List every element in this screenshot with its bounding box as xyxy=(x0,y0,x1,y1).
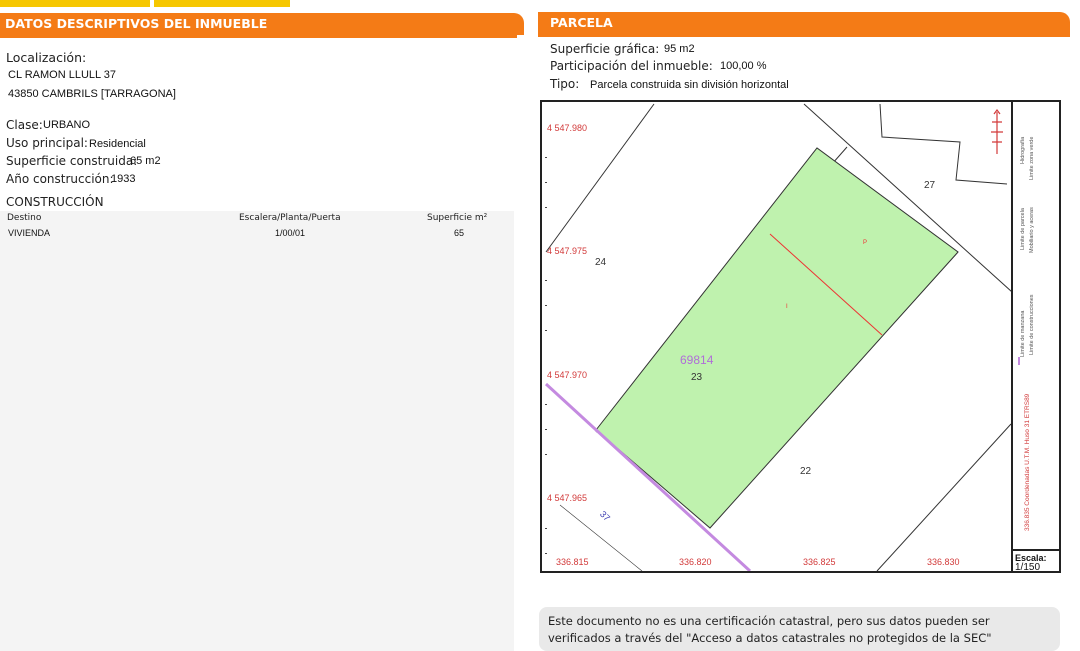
building-code-p: P xyxy=(863,240,868,246)
participacion-value: 100,00 % xyxy=(720,60,767,72)
disclaimer-note: Este documento no es una certificación catastral, pero sus datos pueden ser verificados a través del "Acceso a datos catastrales no protegidos de la SEC" xyxy=(539,607,1060,651)
legend-parcela: Limite de parcela xyxy=(1020,208,1026,250)
address-line2: 43850 CAMBRILS [TARRAGONA] xyxy=(8,88,176,100)
legend-construcciones: Limite de construcciones xyxy=(1029,294,1035,355)
section-rule xyxy=(0,35,517,38)
parcel-ref: 69814 xyxy=(680,353,714,367)
localizacion-label: Localización: xyxy=(6,50,87,65)
participacion-label: Participación del inmueble: xyxy=(550,59,713,73)
y-coord-2: 4 547.975 xyxy=(547,246,588,256)
section-header-descriptive: DATOS DESCRIPTIVOS DEL INMUEBLE xyxy=(0,13,524,35)
sup-grafica-value: 95 m2 xyxy=(664,43,695,55)
section-rule xyxy=(538,34,1070,37)
top-accent-bar xyxy=(0,0,290,7)
scale-label: Escala: xyxy=(1015,553,1047,563)
parcel-number-27: 27 xyxy=(924,180,936,191)
construction-table xyxy=(0,211,514,651)
legend-hidrografia: Hidrografía xyxy=(1020,136,1026,164)
address-line1: CL RAMON LLULL 37 xyxy=(8,69,117,81)
scale-divider xyxy=(1011,549,1061,551)
north-arrow-icon xyxy=(991,110,1003,154)
clase-value: URBANO xyxy=(43,119,91,131)
construccion-title: CONSTRUCCIÓN xyxy=(6,195,104,209)
coords-note: 336.835 Coordenadas U.T.M. Huso 31 ETRS89 xyxy=(1024,393,1031,531)
legend-zona-verde: Limite zona verde xyxy=(1029,136,1035,180)
legend-manzana: Limite de manzana xyxy=(1020,310,1026,357)
neighbour-line xyxy=(877,424,1011,571)
table-header-superficie: Superficie m² xyxy=(427,213,488,223)
neighbour-line xyxy=(880,104,1007,184)
map-drawing xyxy=(542,102,1011,571)
scale-value: 1/150 xyxy=(1015,562,1041,573)
x-coord-2: 336.820 xyxy=(679,557,712,567)
table-header-escalera: Escalera/Planta/Puerta xyxy=(239,213,341,223)
street-number: 37 xyxy=(597,508,613,524)
superficie-value: 65 m2 xyxy=(130,155,161,167)
table-header-destino: Destino xyxy=(7,213,42,223)
tipo-label: Tipo: xyxy=(550,77,580,91)
parcel-number-23: 23 xyxy=(691,372,703,383)
legend-swatch-manzana xyxy=(1018,357,1020,365)
uso-label: Uso principal: xyxy=(6,136,88,150)
uso-value: Residencial xyxy=(89,138,146,150)
parcel-number-22: 22 xyxy=(800,466,812,477)
table-cell-destino: VIVIENDA xyxy=(8,228,51,238)
y-coord-4: 4 547.965 xyxy=(547,493,588,503)
anio-label: Año construcción: xyxy=(6,172,114,186)
parcel-polygon xyxy=(596,148,958,528)
anio-value: 1933 xyxy=(111,173,136,185)
sup-grafica-label: Superficie gráfica: xyxy=(550,42,660,56)
superficie-label: Superficie construida: xyxy=(6,154,138,168)
y-coord-3: 4 547.970 xyxy=(547,370,588,380)
legend-divider xyxy=(1011,100,1013,573)
table-cell-superficie: 65 xyxy=(454,228,465,238)
legend-mobiliario: Mobiliario y aceras xyxy=(1029,207,1035,253)
x-coord-1: 336.815 xyxy=(556,557,589,567)
x-coord-4: 336.830 xyxy=(927,557,960,567)
table-cell-escalera: 1/00/01 xyxy=(275,228,306,238)
parcel-number-24: 24 xyxy=(595,257,607,268)
section-header-parcela: PARCELA xyxy=(538,12,1070,34)
clase-label: Clase: xyxy=(6,118,43,132)
x-coord-3: 336.825 xyxy=(803,557,836,567)
tipo-value: Parcela construida sin división horizontal xyxy=(590,79,789,91)
y-coord-1: 4 547.980 xyxy=(547,123,588,133)
building-code-i: I xyxy=(786,304,788,310)
